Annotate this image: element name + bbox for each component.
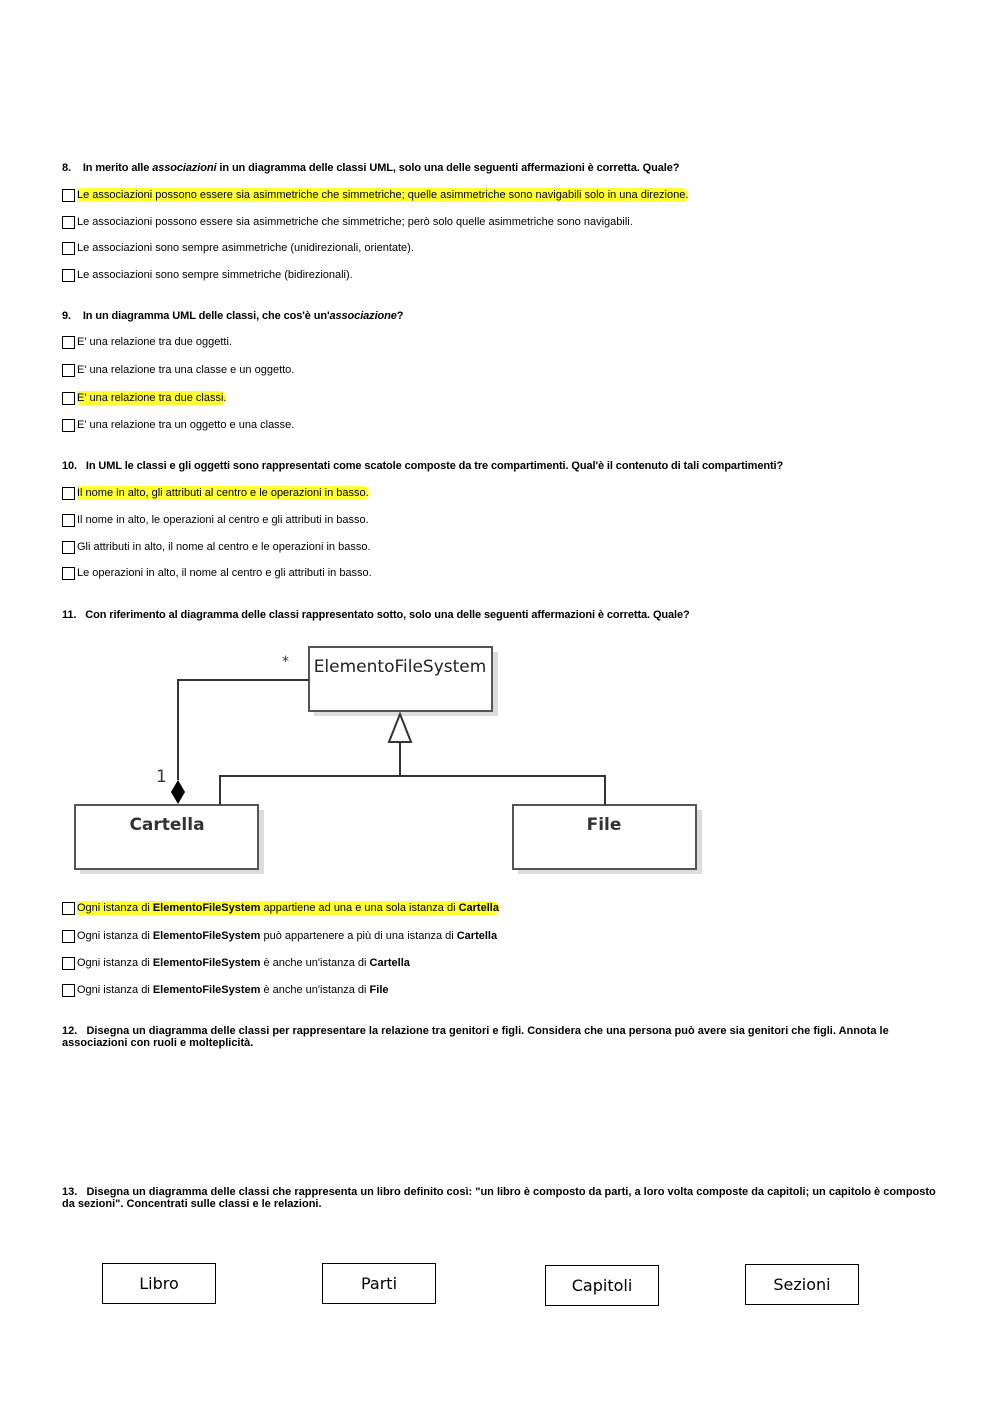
question-text: In merito alle xyxy=(82,162,153,174)
question-number: 8. xyxy=(62,162,71,174)
option-label: Le associazioni possono essere sia asimmetriche che simmetriche; quelle asimmetriche sono navigabili solo in una direzione. xyxy=(77,189,689,201)
option-label: Il nome in alto, le operazioni al centro e gli attributi in basso. xyxy=(77,514,369,526)
question-emphasis: associazioni xyxy=(152,162,217,174)
option-bold: Cartella xyxy=(456,930,498,942)
option-text: può appartenere a più di una istanza di xyxy=(260,930,457,942)
inheritance-branch xyxy=(220,776,605,805)
question-text: In UML le classi e gli oggetti sono rappresentati come scatole composte da tre compartimenti. Qual'è il contenuto di tali compartimenti? xyxy=(85,460,784,472)
class-name-top: ElementoFileSystem xyxy=(313,657,487,677)
option-text: Ogni istanza di xyxy=(77,984,153,996)
option-label xyxy=(77,983,389,997)
option-label: Gli attributi in alto, il nome al centro e le operazioni in basso. xyxy=(77,541,371,553)
question-12 xyxy=(62,1025,942,1049)
uml-class-diagram xyxy=(60,640,720,890)
question-number: 9. xyxy=(62,310,71,322)
q9-option-4[interactable] xyxy=(62,418,294,432)
option-bold: ElementoFileSystem xyxy=(152,957,261,969)
q8-option-3[interactable] xyxy=(62,241,414,255)
option-text: Ogni istanza di xyxy=(77,930,153,942)
q8-option-2[interactable] xyxy=(62,215,633,229)
checkbox[interactable] xyxy=(62,269,75,282)
class-box-capitoli: Capitoli xyxy=(545,1265,659,1306)
checkbox[interactable] xyxy=(62,336,75,349)
option-label: Le operazioni in alto, il nome al centro e gli attributi in basso. xyxy=(77,567,372,579)
q10-option-2[interactable] xyxy=(62,513,369,527)
question-text: Disegna un diagramma delle classi che rappresenta un libro definito così: "un libro è composto da parti, a loro volta composte da capitoli; un capitolo è composto da sezioni". Concentrati sulle classi e le relazioni. xyxy=(62,1186,936,1210)
inheritance-arrow xyxy=(389,714,411,742)
option-text: è anche un'istanza di xyxy=(260,957,370,969)
option-label: Le associazioni sono sempre asimmetriche (unidirezionali, orientate). xyxy=(77,242,414,254)
checkbox[interactable] xyxy=(62,902,75,915)
q9-option-1[interactable] xyxy=(62,335,232,349)
q11-option-3[interactable] xyxy=(62,956,410,970)
checkbox[interactable] xyxy=(62,541,75,554)
checkbox[interactable] xyxy=(62,216,75,229)
question-9-title xyxy=(62,310,403,322)
checkbox[interactable] xyxy=(62,189,75,202)
q11-option-4[interactable] xyxy=(62,983,389,997)
question-text: in un diagramma delle classi UML, solo una delle seguenti affermazioni è corretta. Quale? xyxy=(216,162,680,174)
composition-line xyxy=(178,680,309,780)
question-number: 11. xyxy=(62,609,77,621)
class-box-parti: Parti xyxy=(322,1263,436,1304)
option-bold: File xyxy=(369,984,389,996)
option-label xyxy=(77,929,497,943)
option-bold: ElementoFileSystem xyxy=(152,902,261,914)
checkbox[interactable] xyxy=(62,957,75,970)
option-text: Ogni istanza di xyxy=(77,902,153,914)
question-13 xyxy=(62,1186,942,1210)
option-label: E' una relazione tra un oggetto e una classe. xyxy=(77,419,295,431)
question-text: Con riferimento al diagramma delle classi rappresentato sotto, solo una delle seguenti affermazioni è corretta. Quale? xyxy=(85,609,690,621)
question-emphasis: associazione xyxy=(329,310,397,322)
question-text: ? xyxy=(396,310,404,322)
question-number: 12. xyxy=(62,1025,78,1037)
option-label: Le associazioni sono sempre simmetriche (bidirezionali). xyxy=(77,269,353,281)
multiplicity-star: * xyxy=(282,654,289,670)
q10-option-4[interactable] xyxy=(62,566,372,580)
class-box-sezioni: Sezioni xyxy=(745,1264,859,1305)
class-name-right: File xyxy=(586,815,622,835)
option-bold: ElementoFileSystem xyxy=(152,984,261,996)
question-text: Disegna un diagramma delle classi per rappresentare la relazione tra genitori e figli. Considera che una persona può avere sia genitori che figli. Annota le associazioni con ruoli e molteplicità. xyxy=(62,1025,889,1049)
q8-option-1[interactable] xyxy=(62,188,688,202)
q8-option-4[interactable] xyxy=(62,268,353,282)
checkbox[interactable] xyxy=(62,487,75,500)
q11-option-2[interactable] xyxy=(62,929,497,943)
option-bold: ElementoFileSystem xyxy=(152,930,261,942)
option-label: E' una relazione tra due classi. xyxy=(77,392,227,404)
option-text: è anche un'istanza di xyxy=(260,984,370,996)
q9-option-3[interactable] xyxy=(62,391,226,405)
checkbox[interactable] xyxy=(62,930,75,943)
checkbox[interactable] xyxy=(62,514,75,527)
question-11-title xyxy=(62,609,690,621)
q9-option-2[interactable] xyxy=(62,363,294,377)
checkbox[interactable] xyxy=(62,364,75,377)
option-bold: Cartella xyxy=(369,957,410,969)
option-label: E' una relazione tra una classe e un oggetto. xyxy=(77,364,295,376)
checkbox[interactable] xyxy=(62,242,75,255)
question-number: 13. xyxy=(62,1186,78,1198)
option-label xyxy=(77,901,499,915)
question-number: 10. xyxy=(62,460,77,472)
option-bold: Cartella xyxy=(458,902,499,914)
checkbox[interactable] xyxy=(62,419,75,432)
checkbox[interactable] xyxy=(62,392,75,405)
checkbox[interactable] xyxy=(62,984,75,997)
option-label: E' una relazione tra due oggetti. xyxy=(77,336,232,348)
multiplicity-one: 1 xyxy=(156,767,167,787)
option-text: appartiene ad una e una sola istanza di xyxy=(260,902,459,914)
class-name-left: Cartella xyxy=(129,815,205,835)
composition-diamond xyxy=(171,780,185,804)
option-label xyxy=(77,956,410,970)
class-box-libro: Libro xyxy=(102,1263,216,1304)
option-label: Il nome in alto, gli attributi al centro e le operazioni in basso. xyxy=(77,487,369,499)
option-label: Le associazioni possono essere sia asimmetriche che simmetriche; però solo quelle asimmetriche sono navigabili. xyxy=(77,216,633,228)
option-text: Ogni istanza di xyxy=(77,957,153,969)
question-text: In un diagramma UML delle classi, che cos'è un' xyxy=(82,310,330,322)
question-8-title xyxy=(62,162,679,174)
q11-option-1[interactable] xyxy=(62,901,499,915)
q10-option-3[interactable] xyxy=(62,540,371,554)
checkbox[interactable] xyxy=(62,567,75,580)
question-10-title xyxy=(62,460,783,472)
q10-option-1[interactable] xyxy=(62,486,369,500)
